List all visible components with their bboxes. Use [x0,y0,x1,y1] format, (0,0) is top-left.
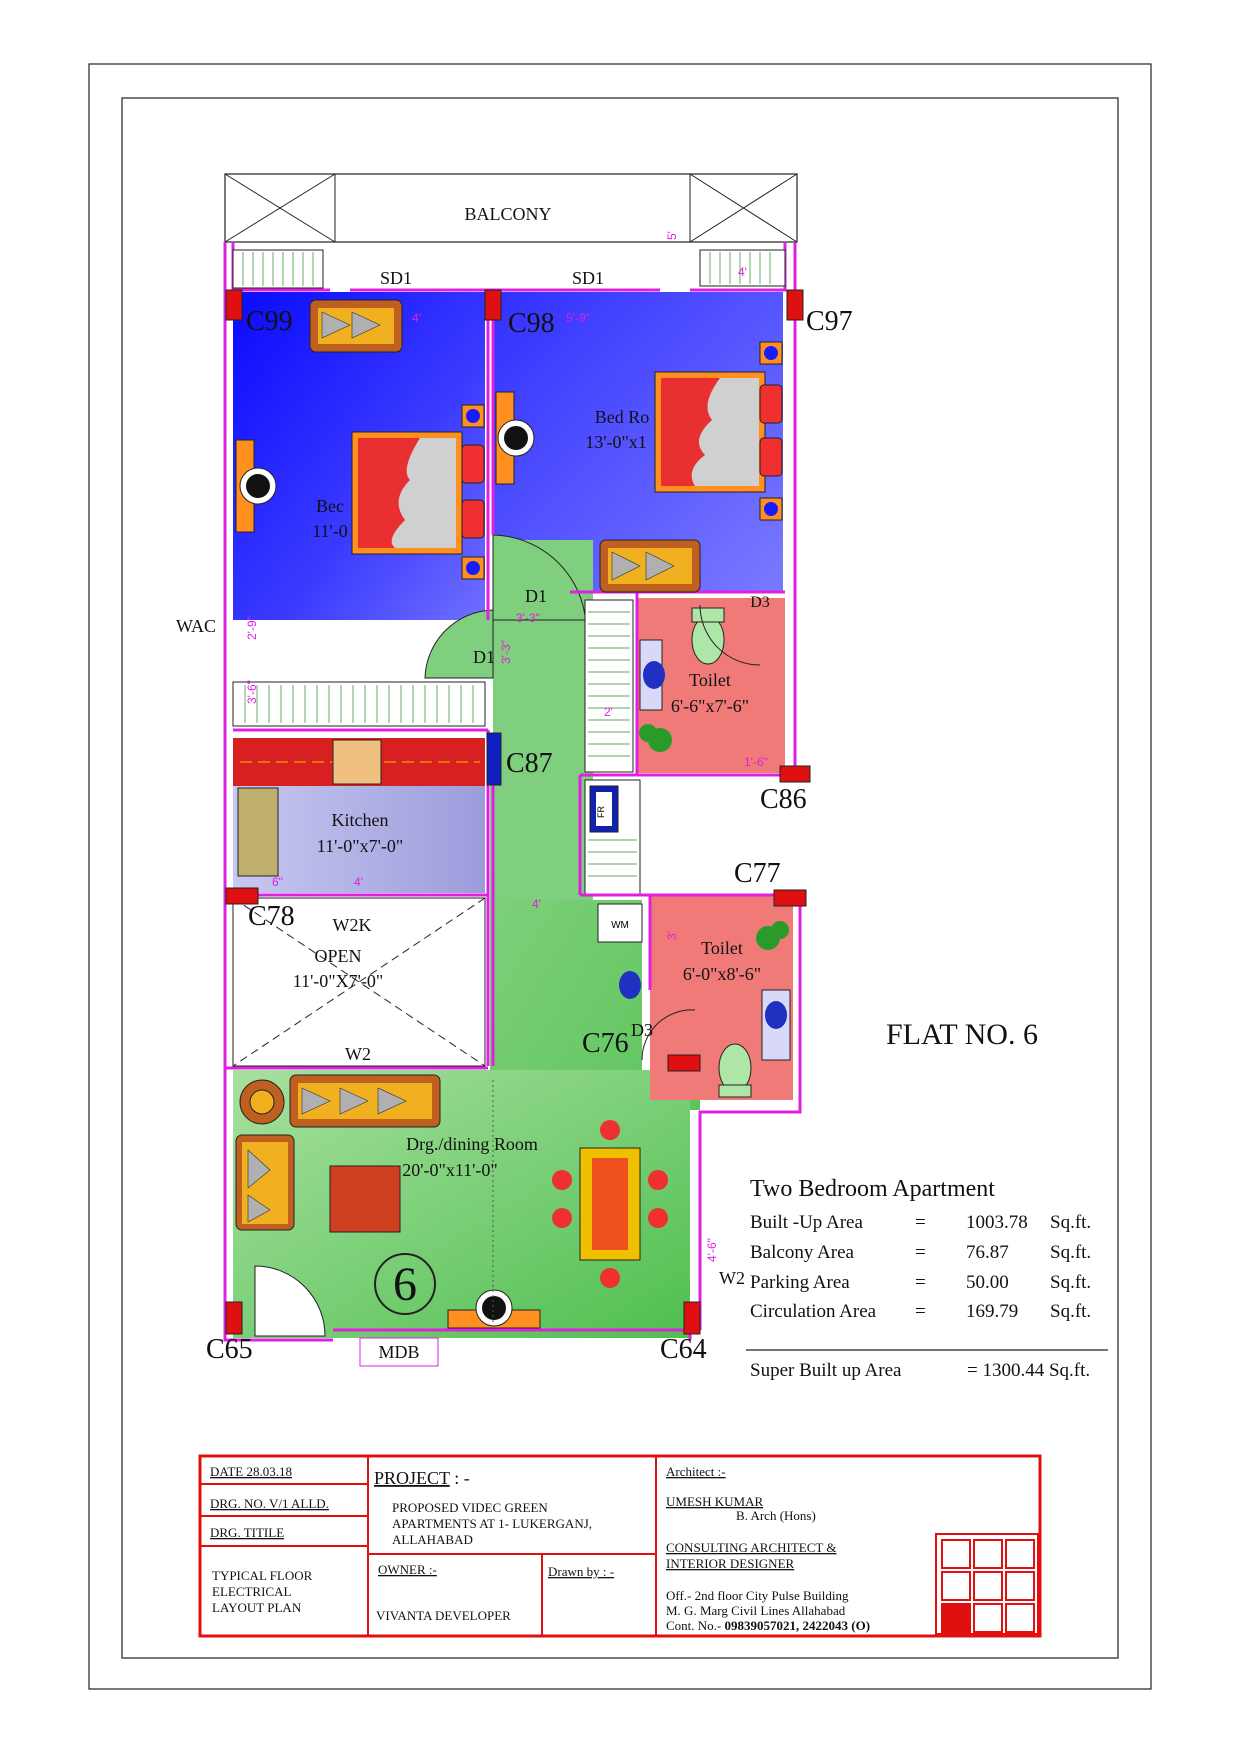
dim-2ft9: 2'-9" [245,616,259,640]
area-unit-1: Sq.ft. [1050,1212,1092,1233]
tb-project-1: PROPOSED VIDEC GREEN [392,1500,548,1515]
hob-icon [333,740,381,784]
sink-icon [238,788,278,876]
area-value-2: 76.87 [966,1242,1009,1263]
column-c97 [787,290,803,320]
column-c77 [774,890,806,906]
dim-3ft3-v: 3'-3" [499,640,513,664]
wac-label: WAC [176,616,216,636]
bedroom-2-name: Bed Ro [594,407,650,427]
column-c98 [485,290,501,320]
window-w2-right-label: W2 [719,1268,745,1288]
tb-drawn-by: Drawn by : - [548,1564,615,1579]
tb-project-label [374,1468,470,1488]
column-c65 [226,1302,242,1334]
area-value-3: 50.00 [966,1272,1009,1293]
door-d1-left [425,610,493,678]
tb-project-label-text: PROJECT [374,1468,450,1488]
open-name: OPEN [314,946,362,966]
toilet-1-size: 6'-6"x7'-6" [670,696,750,716]
kitchen-name: Kitchen [331,810,389,830]
dim-3ft6: 3'-6" [245,680,259,704]
tb-drawing-title-1: TYPICAL FLOOR [212,1568,313,1583]
label-c64: C64 [660,1334,707,1365]
door-d1-top-label: D1 [525,586,547,606]
dim-4ft-balcony: 4' [738,265,747,279]
door-d3-top-label: D3 [750,594,770,611]
open-size: 11'-0"X7'-0" [292,971,384,991]
label-c78: C78 [248,901,295,932]
column-c64 [684,1302,700,1334]
tb-architect-label: Architect :- [666,1464,726,1479]
tb-drawing-title-2: ELECTRICAL [212,1584,292,1599]
drawing-room-size: 20'-0"x11'-0" [402,1160,498,1180]
area-eq-4: = [915,1301,926,1322]
wardrobe-left [233,682,485,726]
dim-1ft6: 1'-6" [744,755,768,769]
tb-project-2: APARTMENTS AT 1- LUKERGANJ, [392,1516,593,1531]
area-eq-2: = [915,1242,926,1263]
tb-consulting-1: CONSULTING ARCHITECT & [666,1540,837,1555]
sofa-bedroom-2-icon [600,540,700,592]
toilet-1-name: Toilet [689,670,731,690]
tb-consulting-2: INTERIOR DESIGNER [666,1556,795,1571]
label-c77: C77 [734,858,781,889]
label-c99: C99 [246,306,293,337]
tb-office-1: Off.- 2nd floor City Pulse Building [666,1588,849,1603]
dim-3ft: 3' [665,931,679,940]
tb-architect-degree: B. Arch (Hons) [736,1508,816,1523]
label-c97: C97 [806,306,853,337]
tb-contact [666,1618,870,1633]
area-label-3: Parking Area [750,1272,850,1293]
balcony-label: BALCONY [464,204,552,224]
column-c76 [668,1055,700,1071]
sd1-right-label: SD1 [571,268,605,288]
label-c65: C65 [206,1334,253,1365]
dim-6in: 6" [272,875,283,889]
bedroom-2-size: 13'-0"x1 [585,432,647,452]
toilet-2-size: 6'-0"x8'-6" [682,964,762,984]
wm-label: WM [611,920,629,931]
area-unit-4: Sq.ft. [1050,1301,1092,1322]
tb-date: DATE 28.03.18 [210,1464,292,1479]
tb-owner-label: OWNER :- [378,1562,437,1577]
dim-4ft-bed1: 4' [412,311,421,325]
label-c87: C87 [506,748,553,779]
door-d1-left-label: D1 [473,647,495,667]
window-w2-top-label: W2 [345,1044,371,1064]
tb-project-3: ALLAHABAD [392,1532,473,1547]
super-area-label: Super Built up Area [750,1360,902,1381]
tb-owner: VIVANTA DEVELOPER [376,1608,511,1623]
wardrobe-bedroom1-top [233,250,323,288]
tb-contact-value: 09839057021, 2422043 (O) [724,1618,871,1633]
area-label-2: Balcony Area [750,1242,854,1263]
bedroom-1-name: Bec [316,496,344,516]
area-label-4: Circulation Area [750,1301,877,1322]
logo-grid [942,1540,1034,1632]
fr-label: FR [596,806,606,818]
door-d3-bottom-label: D3 [631,1020,653,1040]
window-w2k-label: W2K [332,915,372,935]
area-value-1: 1003.78 [966,1212,1028,1233]
tb-office-2: M. G. Marg Civil Lines Allahabad [666,1603,846,1618]
area-summary [746,1176,1108,1381]
label-c76: C76 [582,1028,629,1059]
area-value-4: 169.79 [966,1301,1019,1322]
area-unit-2: Sq.ft. [1050,1242,1092,1263]
dim-4ft-kitchen: 4' [354,875,363,889]
dim-2ft: 2' [604,705,613,719]
column-c87 [487,733,501,785]
label-c86: C86 [760,784,807,815]
tb-drg-title: DRG. TITILE [210,1525,285,1540]
area-title: Two Bedroom Apartment [750,1176,995,1202]
kitchen-size: 11'-0"x7'-0" [316,836,404,856]
label-c98: C98 [508,308,555,339]
sofa-bedroom-1-icon [310,300,402,352]
area-eq-1: = [915,1212,926,1233]
dim-5ft9: 5'-9" [566,311,590,325]
tb-drawing-title-3: LAYOUT PLAN [212,1600,302,1615]
area-unit-3: Sq.ft. [1050,1272,1092,1293]
super-area-value: = 1300.44 Sq.ft. [967,1360,1091,1381]
flat-number-circle-label: 6 [393,1258,417,1311]
area-label-1: Built -Up Area [750,1212,863,1233]
tb-contact-label: Cont. No.- [666,1618,725,1633]
staircase [585,600,633,772]
dim-5ft: 5' [665,231,679,240]
bedroom-1-size: 11'-0 [312,521,348,541]
area-eq-3: = [915,1272,926,1293]
flat-no-label: FLAT NO. 6 [886,1018,1038,1051]
dim-4ft6: 4'-6" [705,1238,719,1262]
drawing-room-name: Drg./dining Room [406,1134,538,1154]
balcony [225,174,797,242]
dim-4ft-corridor: 4' [532,897,541,911]
toilet-2-name: Toilet [701,938,743,958]
coffee-table-icon [330,1166,400,1232]
tb-drg-no: DRG. NO. V/1 ALLD. [210,1496,329,1511]
sd1-left-label: SD1 [379,268,413,288]
column-c86 [780,766,810,782]
wash-basin-icon [619,971,641,999]
title-block [200,1456,1040,1636]
tb-architect-name: UMESH KUMAR [666,1494,764,1509]
tb-project-colon: : - [449,1468,470,1488]
column-c99 [226,290,242,320]
dim-3ft3-h: 3'-3" [516,611,540,625]
mdb-label: MDB [378,1342,420,1362]
